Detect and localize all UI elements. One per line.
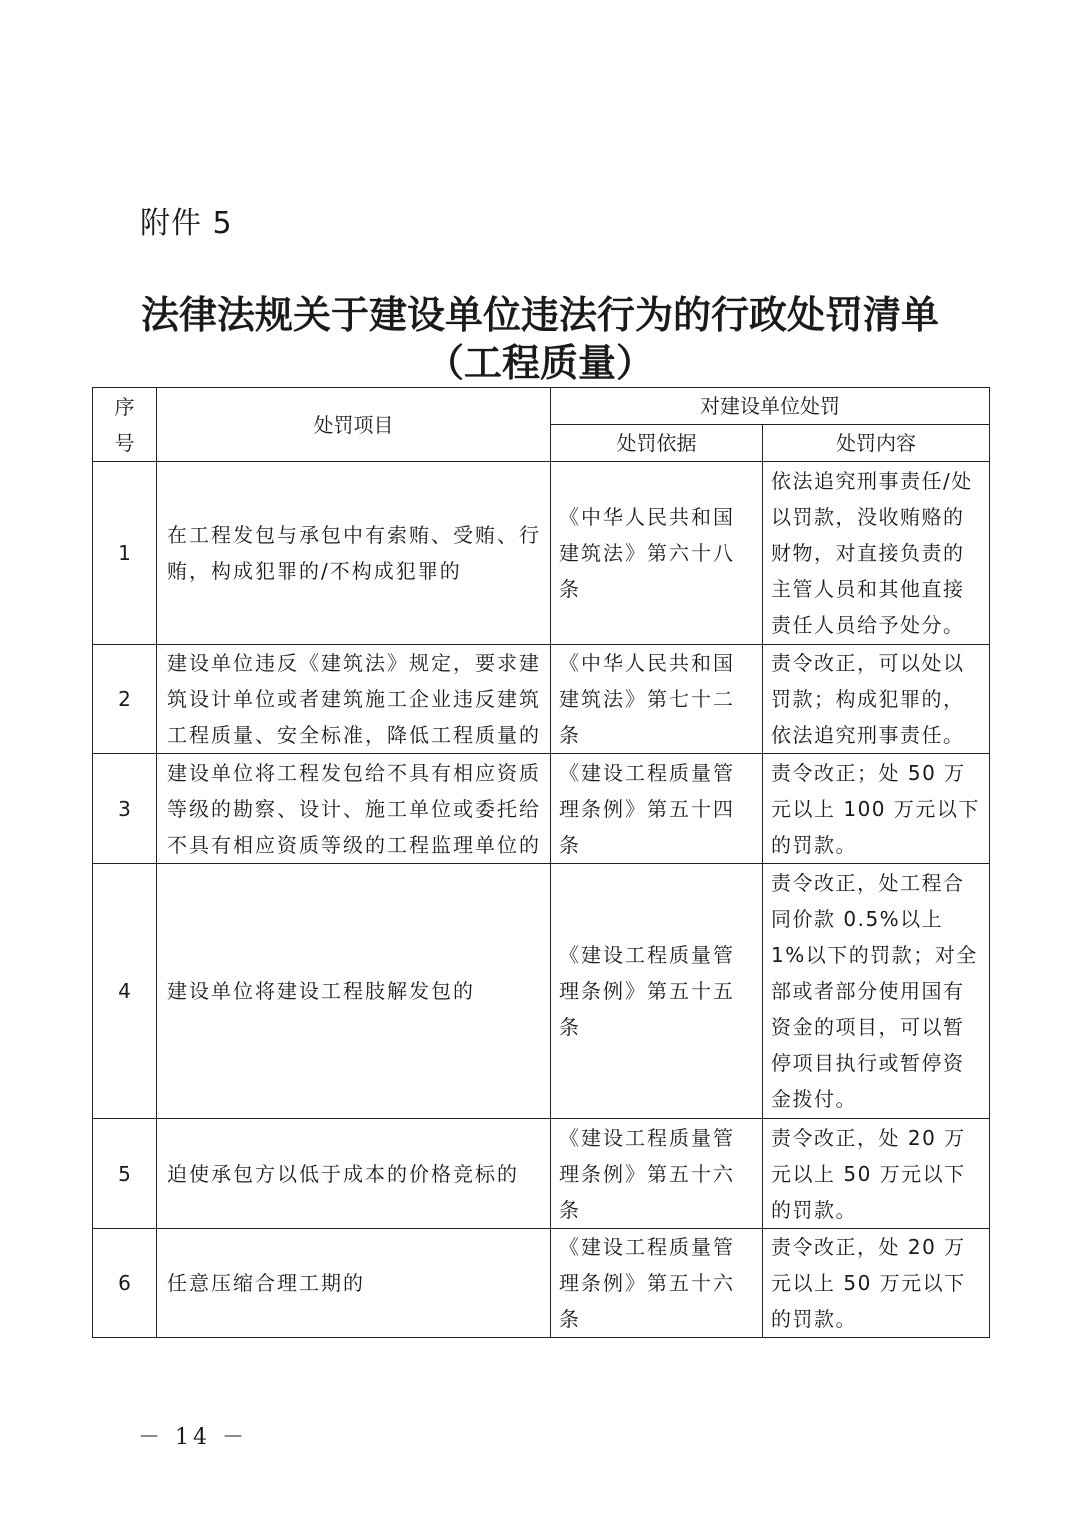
row-number: 5	[93, 1119, 157, 1229]
row-content: 依法追究刑事责任/处以罚款，没收贿赂的财物，对直接负责的主管人员和其他直接责任人员给予处分。	[763, 462, 990, 645]
row-basis: 《建设工程质量管理条例》第五十四条	[551, 754, 763, 864]
penalty-table	[92, 387, 990, 1338]
row-basis: 《中华人民共和国建筑法》第六十八条	[551, 462, 763, 645]
row-content: 责令改正，处 20 万元以上 50 万元以下的罚款。	[763, 1229, 990, 1338]
row-item: 迫使承包方以低于成本的价格竞标的	[157, 1119, 551, 1229]
row-basis: 《建设工程质量管理条例》第五十六条	[551, 1229, 763, 1338]
row-content: 责令改正，处工程合同价款 0.5%以上 1%以下的罚款；对全部或者部分使用国有资金的项目，可以暂停项目执行或暂停资金拨付。	[763, 864, 990, 1119]
row-item: 建设单位将工程发包给不具有相应资质等级的勘察、设计、施工单位或委托给不具有相应资质等级的工程监理单位的	[157, 754, 551, 864]
header-basis: 处罚依据	[551, 425, 763, 462]
row-item: 建设单位将建设工程肢解发包的	[157, 864, 551, 1119]
table-row	[93, 864, 990, 1119]
header-seq-label: 序号	[114, 394, 135, 455]
row-item: 建设单位违反《建筑法》规定，要求建筑设计单位或者建筑施工企业违反建筑工程质量、安全标准，降低工程质量的	[157, 645, 551, 754]
row-number: 6	[93, 1229, 157, 1338]
header-row	[93, 388, 990, 425]
document-subtitle: （工程质量）	[425, 341, 654, 385]
row-item: 在工程发包与承包中有索贿、受贿、行贿，构成犯罪的/不构成犯罪的	[157, 462, 551, 645]
header-group: 对建设单位处罚	[551, 388, 990, 425]
table-row	[93, 645, 990, 754]
row-content: 责令改正，处 20 万元以上 50 万元以下的罚款。	[763, 1119, 990, 1229]
table-row	[93, 754, 990, 864]
header-seq	[93, 388, 157, 462]
row-content: 责令改正，可以处以罚款；构成犯罪的，依法追究刑事责任。	[763, 645, 990, 754]
document-title: 法律法规关于建设单位违法行为的行政处罚清单	[140, 293, 939, 337]
table-row	[93, 1229, 990, 1338]
row-number: 2	[93, 645, 157, 754]
row-item: 任意压缩合理工期的	[157, 1229, 551, 1338]
row-number: 3	[93, 754, 157, 864]
row-basis: 《建设工程质量管理条例》第五十六条	[551, 1119, 763, 1229]
table-row	[93, 1119, 990, 1229]
row-content: 责令改正；处 50 万元以上 100 万元以下的罚款。	[763, 754, 990, 864]
attachment-label: 附件 5	[140, 206, 233, 241]
row-basis: 《中华人民共和国建筑法》第七十二条	[551, 645, 763, 754]
row-number: 1	[93, 462, 157, 645]
page-number: － 14 －	[138, 1425, 248, 1450]
header-item: 处罚项目	[157, 388, 551, 462]
table-row	[93, 462, 990, 645]
row-number: 4	[93, 864, 157, 1119]
row-basis: 《建设工程质量管理条例》第五十五条	[551, 864, 763, 1119]
header-content: 处罚内容	[763, 425, 990, 462]
